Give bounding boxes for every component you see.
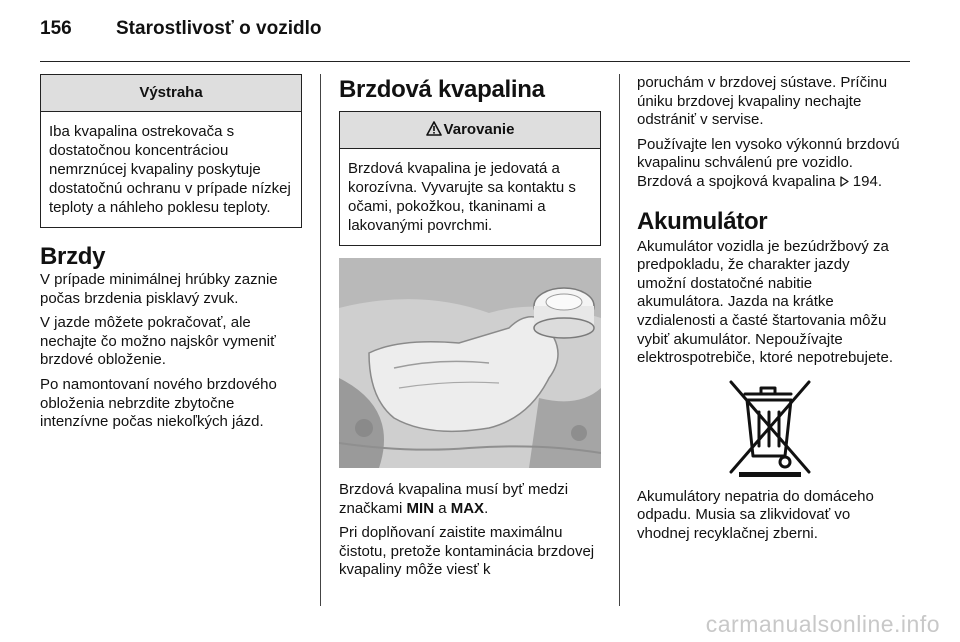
and-word: a — [438, 499, 447, 517]
battery-paragraph: Akumulátor vozidla je bezúdržbový za predpokladu, že charakter jazdy umožní dostatočné nabitie akumulátora. Jazda na krátke vzdialenosti a časté štartovania môžu vybiť akumulátor. Nepoužívajte elektrospotrebiče, ktoré nepotrebujete. — [637, 237, 893, 367]
column-right — [637, 74, 902, 550]
brakes-paragraph: Po namontovaní nového brzdového obloženia nebrzdite zbytočne intenzívne počas niekoľkých jázd. — [40, 375, 277, 431]
section-heading-brake-fluid: Brzdová kvapalina — [339, 76, 545, 103]
warning-box-text: Iba kvapalina ostrekovača s dostatočnou koncentráciou nemrznúcej kvapaliny poskytuje dostatočnú ochranu v prípade nízkej teploty a náhleho poklesu teploty. — [49, 123, 291, 216]
refill-paragraph: Pri doplňovaní zaistite maximálnu čistotu, pretože kontaminácia brzdovej kvapaliny môže viesť k — [339, 524, 595, 579]
warning-box-title: Výstraha — [41, 75, 301, 112]
watermark: carmanualsonline.info — [705, 611, 940, 637]
sentence-end: . — [484, 499, 489, 517]
fluid-spec-text: Používajte len vysoko výkonnú brzdovú kvapalinu schválenú pre vozidlo. Brzdová a spojková kvapalina — [637, 135, 900, 190]
warning-box — [40, 74, 302, 228]
brakes-paragraph: V prípade minimálnej hrúbky zaznie počas brzdenia pisklavý zvuk. — [40, 271, 278, 307]
caution-box-text: Brzdová kvapalina je jedovatá a korozívna. Vyvarujte sa kontaktu s očami, pokožkou, tkaninami a lakovanými povrchmi. — [348, 160, 576, 234]
min-mark-label: MIN — [406, 499, 435, 517]
brakes-paragraph: V jazde môžete pokračovať, ale nechajte čo možno najskôr vymeniť brzdové obloženie. — [40, 314, 276, 369]
page-reference-triangle-icon — [840, 176, 849, 187]
fluid-level-paragraph — [339, 481, 601, 518]
caution-box-title: Varovanie — [443, 121, 515, 138]
brake-fluid-reservoir-photo — [339, 258, 601, 468]
warning-triangle-icon — [426, 121, 442, 136]
column-middle — [339, 74, 601, 586]
column-divider — [320, 74, 321, 606]
running-title: Starostlivosť o vozidlo — [116, 18, 322, 39]
continued-paragraph: poruchám v brzdovej sústave. Príčinu úniku brzdovej kvapaliny nechajte odstrániť v servise. — [637, 74, 888, 129]
section-heading-battery: Akumulátor — [637, 207, 768, 235]
disposal-symbol — [637, 374, 902, 478]
page-header — [40, 18, 910, 48]
column-divider — [619, 74, 620, 606]
section-heading-brakes: Brzdy — [40, 243, 106, 270]
page-number: 156 — [40, 18, 72, 39]
brake-fluid-reservoir-illustration — [339, 258, 601, 468]
disposal-paragraph: Akumulátory nepatria do domáceho odpadu. Musia sa zlikvidovať vo vhodnej recyklačnej zberni. — [637, 487, 874, 542]
max-mark-label: MAX — [450, 499, 485, 517]
page-reference[interactable]: 194. — [852, 172, 882, 190]
caution-box-header — [340, 112, 600, 149]
column-left — [40, 74, 302, 438]
fluid-spec-paragraph — [637, 136, 902, 192]
fluid-level-text: Brzdová kvapalina musí byť medzi značkami — [339, 481, 569, 517]
crossed-out-wheelie-bin-icon — [725, 374, 815, 478]
header-rule — [40, 61, 910, 62]
caution-box — [339, 111, 601, 246]
